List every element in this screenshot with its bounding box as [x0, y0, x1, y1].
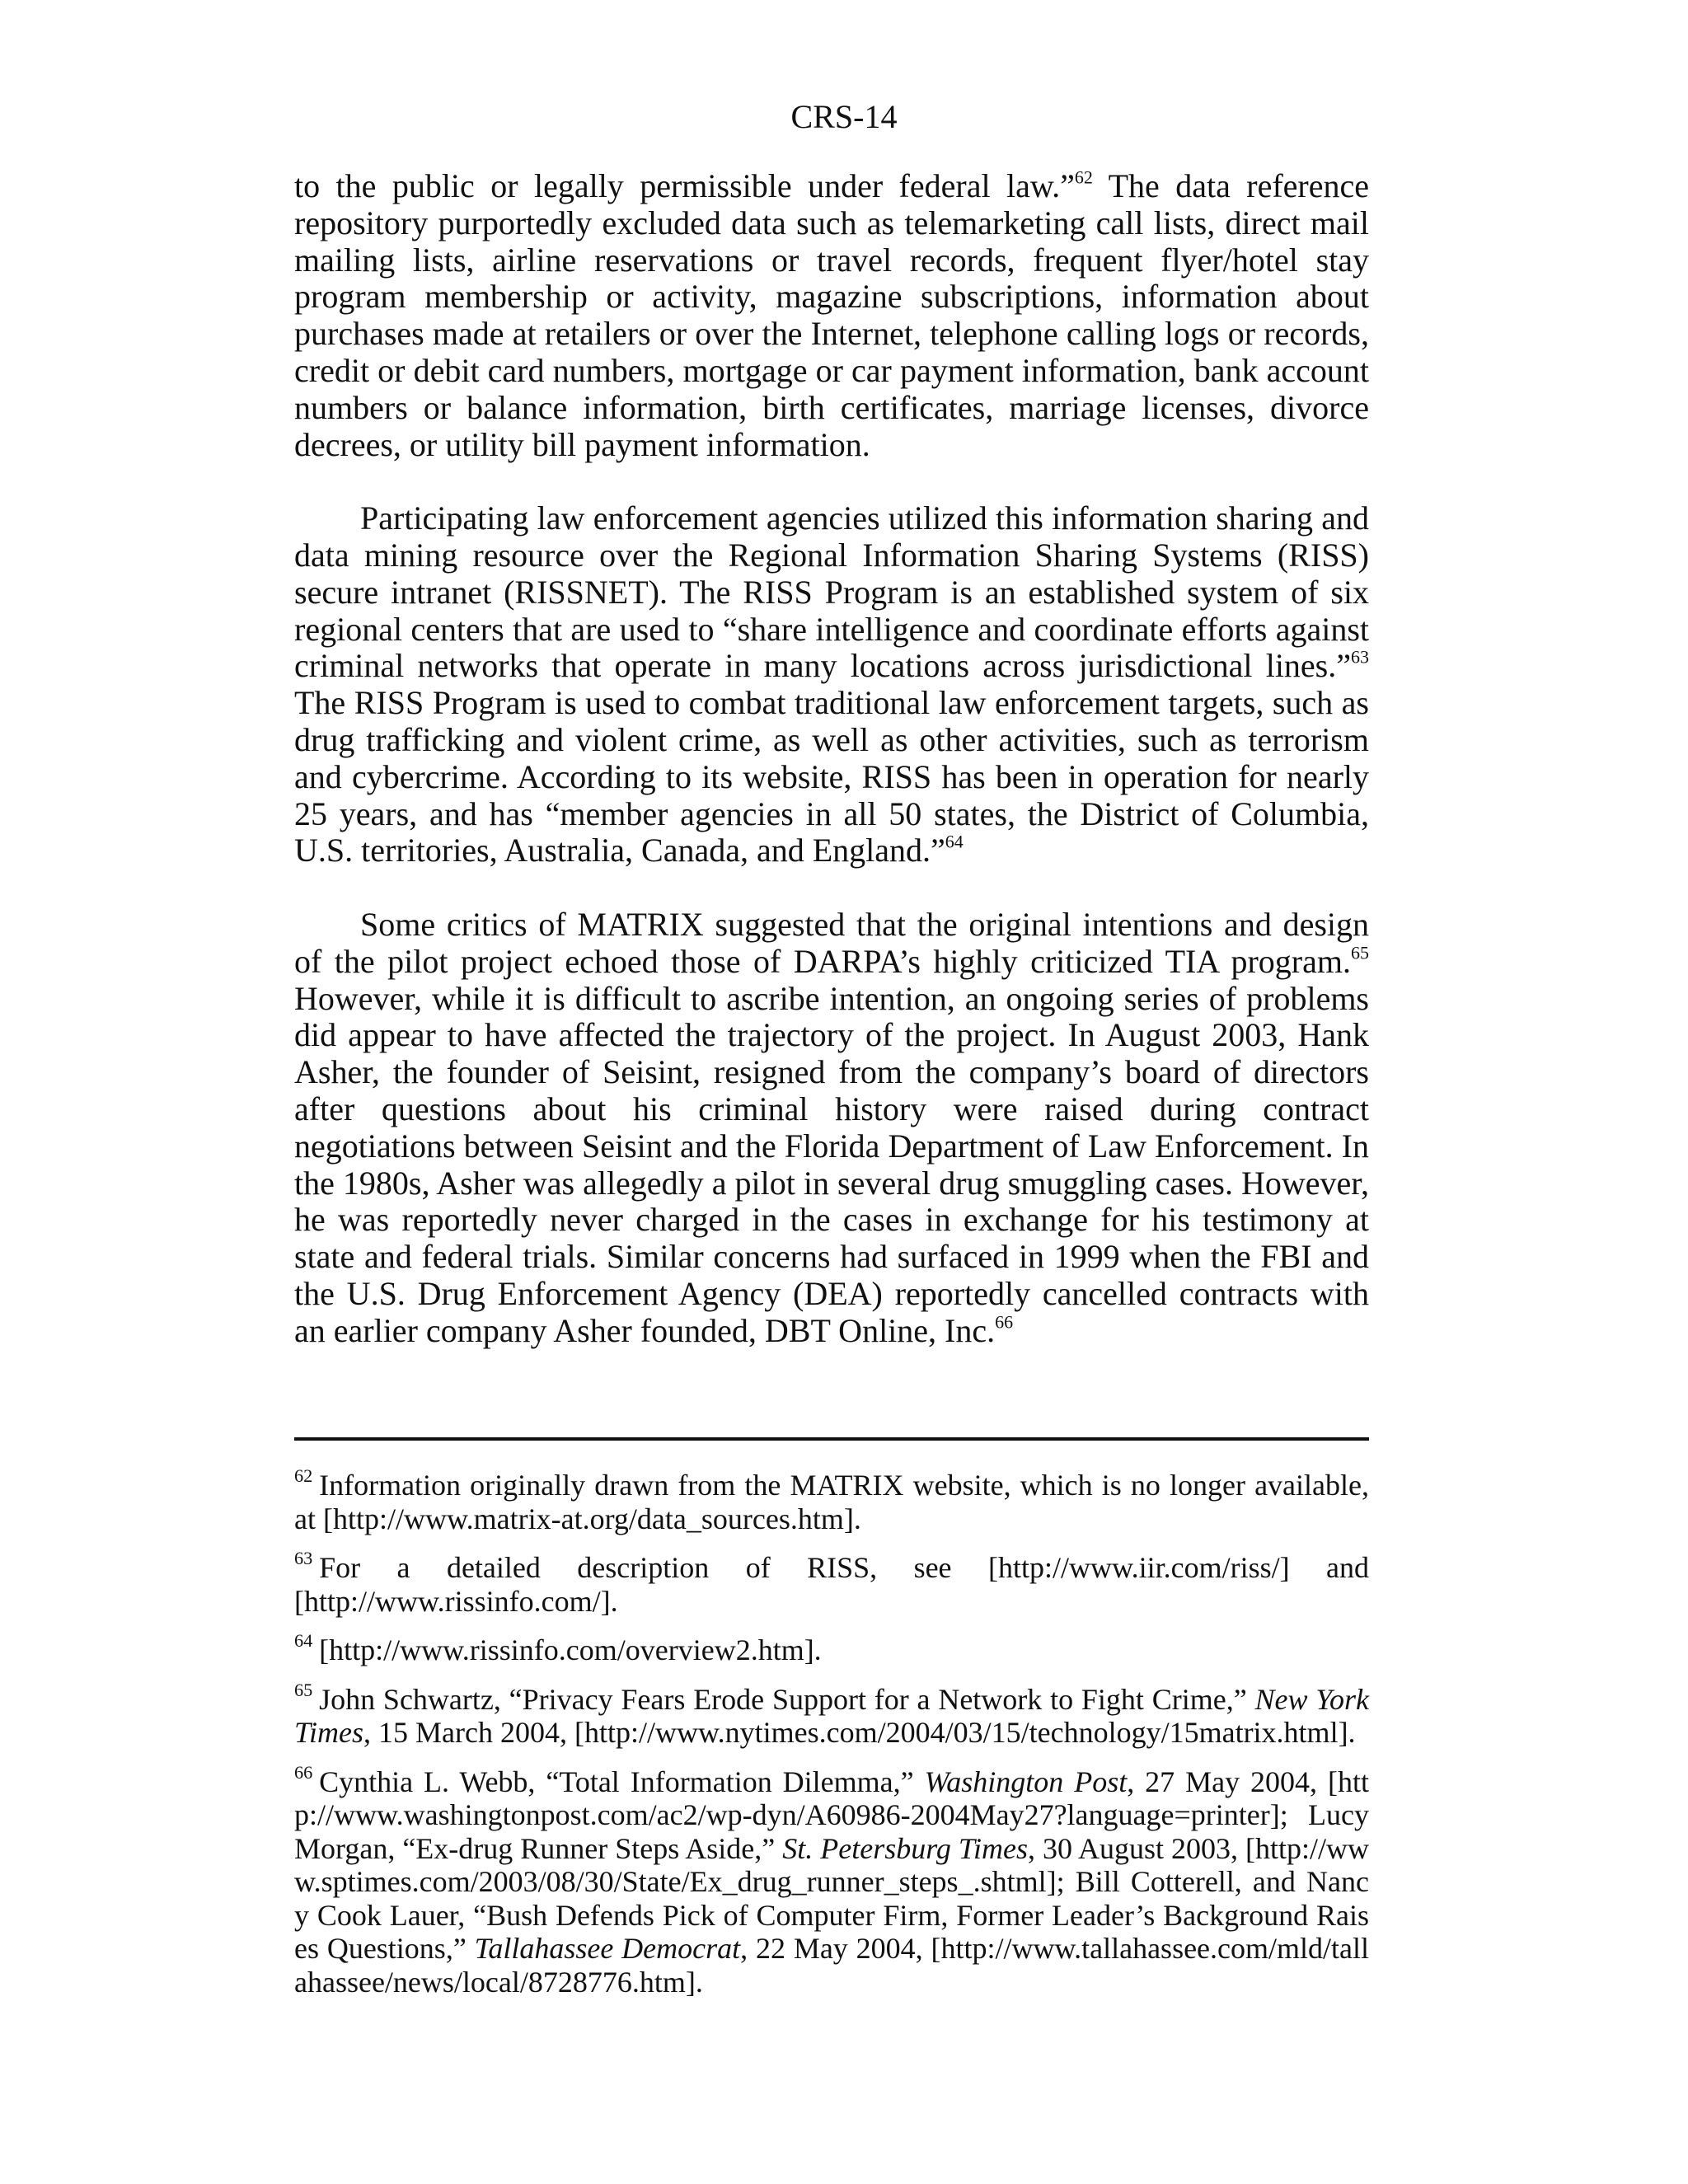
paragraph-1-continued: The data reference repository purportedly excluded data such as telemarketing call lists, direct mail mailing lists, airline reservations or travel records, frequent flyer/hotel stay program membership or activity, magazine subscriptions, information about purchases made at retailers or over the Internet, telephone calling logs or records, credit or debit card numbers, mortgage or car payment information, bank account numbers or balance information, birth certificates, marriage licenses, divorce decrees, or utility bill payment information.: [294, 167, 1369, 463]
footnote-ref-63[interactable]: 63: [1351, 646, 1369, 668]
body-text: [294, 168, 1369, 1386]
footnote-62: [294, 1465, 1369, 1535]
footnote-ref-62[interactable]: 62: [1074, 166, 1093, 188]
paragraph-2-text: Participating law enforcement agencies utilized this information sharing and data mining resource over the Regional Information Sharing Systems (RISS) secure intranet (RISSNET). The RISS Program is an established system of six regional centers that are used to “share intelligence and coordinate efforts against criminal networks that operate in many locations across jurisdictional lines.”: [294, 499, 1369, 685]
footnote-ref-64[interactable]: 64: [945, 831, 964, 852]
paragraph-2: [294, 500, 1369, 869]
paragraph-3: [294, 907, 1369, 1350]
footnote-65: [294, 1679, 1369, 1750]
footnote-66-publication-2: St. Petersburg Times: [782, 1831, 1028, 1865]
footnote-ref-66[interactable]: 66: [995, 1311, 1014, 1333]
footnote-ref-65[interactable]: 65: [1351, 942, 1369, 963]
footnote-65-citation: , 15 March 2004, [http://www.nytimes.com/2004/03/15/technology/15matrix.html].: [363, 1716, 1356, 1749]
footnote-64: [294, 1630, 1369, 1667]
footnote-65-publication: New York Times: [294, 1682, 1369, 1749]
footnote-66-publication-3: Tallahassee Democrat: [474, 1932, 741, 1965]
footnote-64-text: [http://www.rissinfo.com/overview2.htm].: [319, 1633, 822, 1666]
footnote-66: [294, 1761, 1370, 1999]
footnote-63: [294, 1548, 1369, 1618]
footnote-66-text: Cynthia L. Webb, “Total Information Dilemma,”: [319, 1765, 914, 1798]
footnote-66-publication-1: Washington Post: [924, 1765, 1128, 1798]
paragraph-2-continued: The RISS Program is used to combat traditional law enforcement targets, such as drug trafficking and violent crime, as well as other activities, such as terrorism and cybercrime. According to its website, RISS has been in operation for nearly 25 years, and has “member agencies in all 50 states, the District of Columbia, U.S. territories, Australia, Canada, and England.”: [294, 684, 1369, 869]
footnote-66-citation-3: , 22 May 2004, [http://www.tallahassee.com/mld/tallahassee/news/local/8728776.htm].: [294, 1932, 1370, 1999]
footnote-66-number: 66: [294, 1761, 313, 1783]
footnote-divider: [294, 1437, 1369, 1441]
footnotes-section: [294, 1465, 1370, 2014]
footnote-62-text: Information originally drawn from the MATRIX website, which is no longer available, at [http://www.matrix-at.org/data_sources.htm].: [294, 1469, 1369, 1535]
footnote-66-citation-2: , 30 August 2003, [http://www.sptimes.com/2003/08/30/State/Ex_drug_runner_steps_.shtml]; Bill Cotterell, and Nancy Cook Lauer, “Bush Defends Pick of Computer Firm, Former Leader’s Background Raises Questions,”: [294, 1831, 1370, 1965]
page-number-header: CRS-14: [790, 98, 898, 135]
paragraph-3-text: Some critics of MATRIX suggested that the original intentions and design of the pilot project echoed those of DARPA’s highly criticized TIA program.: [294, 905, 1369, 980]
footnote-65-text: John Schwartz, “Privacy Fears Erode Support for a Network to Fight Crime,”: [319, 1682, 1247, 1716]
footnote-65-number: 65: [294, 1679, 313, 1700]
footnote-63-number: 63: [294, 1548, 313, 1569]
paragraph-3-continued: However, while it is difficult to ascribe intention, an ongoing series of problems did appear to have affected the trajectory of the project. In August 2003, Hank Asher, the founder of Seisint, resigned from the company’s board of directors after questions about his criminal history were raised during contract negotiations between Seisint and the Florida Department of Law Enforcement. In the 1980s, Asher was allegedly a pilot in several drug smuggling cases. However, he was reportedly never charged in the cases in exchange for his testimony at state and federal trials. Similar concerns had surfaced in 1999 when the FBI and the U.S. Drug Enforcement Agency (DEA) reportedly cancelled contracts with an earlier company Asher founded, DBT Online, Inc.: [294, 979, 1369, 1349]
footnote-63-text: For a detailed description of RISS, see [http://www.iir.com/riss/] and [http://www.rissinfo.com/].: [294, 1551, 1369, 1618]
paragraph-1-text: to the public or legally permissible under federal law.”: [294, 167, 1075, 204]
footnote-66-citation-1: , 27 May 2004, [http://www.washingtonpost.com/ac2/wp-dyn/A60986-2004May27?language=printer]; Lucy Morgan, “Ex-drug Runner Steps Aside,”: [294, 1765, 1370, 1865]
paragraph-1: [294, 168, 1369, 463]
footnote-64-number: 64: [294, 1630, 313, 1652]
footnote-62-number: 62: [294, 1465, 313, 1487]
